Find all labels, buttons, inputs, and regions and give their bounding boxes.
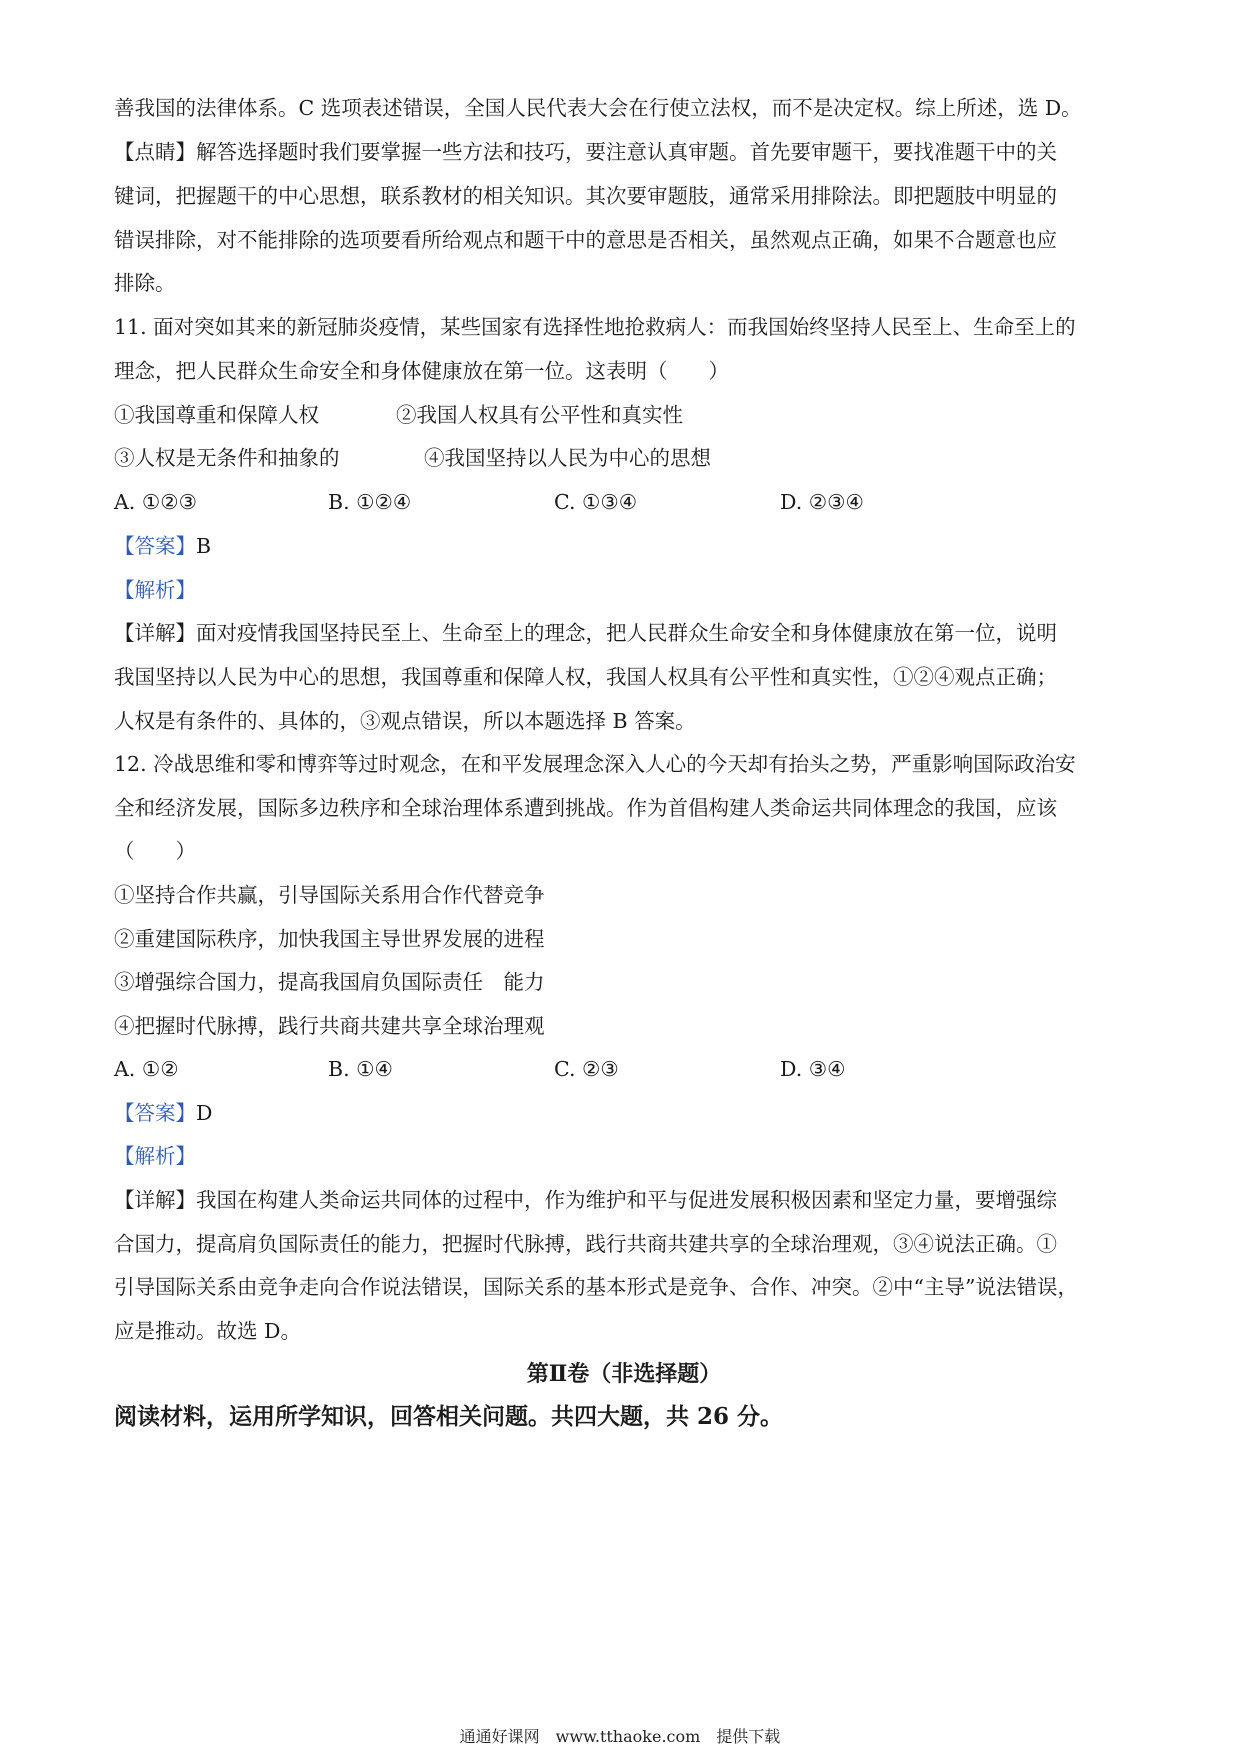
analysis-label: 【解析】	[114, 578, 196, 602]
option-d: D. ②③④	[780, 490, 864, 514]
detail-label: 【详解】	[114, 1188, 196, 1212]
question-stem: 全和经济发展，国际多边秩序和全球治理体系遭到挑战。作为首倡构建人类命运共同体理念的我国，应该	[114, 796, 1057, 820]
statement-3: ③人权是无条件和抽象的	[114, 446, 340, 470]
text-line: 键词，把握题干的中心思想，联系教材的相关知识。其次要审题肢，通常采用排除法。即把题肢中明显的	[114, 184, 1057, 208]
section-title: 第Ⅱ卷（非选择题）	[526, 1361, 722, 1387]
text-line: 我国坚持以人民为中心的思想，我国尊重和保障人权，我国人权具有公平性和真实性，①②④观点正确；	[114, 665, 1057, 689]
text-line: 合国力，提高肩负国际责任的能力，把握时代脉搏，践行共商共建共享的全球治理观，③④说法正确。①	[114, 1232, 1057, 1256]
page-footer: 通通好课网 www.tthaoke.com 提供下载	[459, 1727, 781, 1746]
section-instruction: 阅读材料，运用所学知识，回答相关问题。共四大题，共 26 分。	[114, 1403, 784, 1430]
question-stem: （ ）	[114, 839, 196, 863]
text-line: 引导国际关系由竞争走向合作说法错误，国际关系的基本形式是竞争、合作、冲突。②中“主导”说法错误，	[114, 1275, 1078, 1299]
statement-2: ②重建国际秩序，加快我国主导世界发展的进程	[114, 927, 545, 951]
text-line: 排除。	[114, 271, 176, 295]
statement-2: ②我国人权具有公平性和真实性	[396, 403, 683, 427]
statement-1: ①坚持合作共赢，引导国际关系用合作代替竞争	[114, 883, 545, 907]
tip-label: 【点睛】	[114, 140, 196, 164]
option-b: B. ①④	[328, 1057, 393, 1081]
answer-label: 【答案】	[114, 1101, 196, 1125]
answer-line	[114, 1098, 212, 1128]
text-line: 人权是有条件的、具体的，③观点错误，所以本题选择 B 答案。	[114, 709, 696, 733]
question-stem: 11. 面对突如其来的新冠肺炎疫情，某些国家有选择性地抢救病人：而我国始终坚持人民至上、生命至上的	[114, 315, 1076, 339]
detail-label: 【详解】	[114, 621, 196, 645]
analysis-label: 【解析】	[114, 1144, 196, 1168]
statement-4: ④我国坚持以人民为中心的思想	[424, 446, 711, 470]
option-c: C. ①③④	[554, 490, 638, 514]
text-line: 错误排除，对不能排除的选项要看所给观点和题干中的意思是否相关，虽然观点正确，如果不合题意也应	[114, 228, 1057, 252]
question-stem: 12. 冷战思维和零和博弈等过时观念，在和平发展理念深入人心的今天却有抬头之势，严重影响国际政治安	[114, 752, 1076, 776]
option-b: B. ①②④	[328, 490, 412, 514]
answer-value: D	[196, 1101, 213, 1125]
answer-label: 【答案】	[114, 534, 196, 558]
question-stem: 理念，把人民群众生命安全和身体健康放在第一位。这表明（ ）	[114, 359, 729, 383]
statement-4: ④把握时代脉搏，践行共商共建共享全球治理观	[114, 1014, 545, 1038]
text-line: 善我国的法律体系。C 选项表述错误，全国人民代表大会在行使立法权，而不是决定权。综上所述，选 D。	[114, 96, 1082, 120]
tip-line: 【点睛】解答选择题时我们要掌握一些方法和技巧，要注意认真审题。首先要审题干，要找准题干中的关	[114, 140, 1057, 164]
statement-3: ③增强综合国力，提高我国肩负国际责任 能力	[114, 970, 545, 994]
statement-1: ①我国尊重和保障人权	[114, 403, 319, 427]
option-a: A. ①②③	[114, 490, 197, 514]
detail-line: 【详解】面对疫情我国坚持民至上、生命至上的理念，把人民群众生命安全和身体健康放在第一位，说明	[114, 621, 1057, 645]
option-a: A. ①②	[114, 1057, 179, 1081]
detail-line: 【详解】我国在构建人类命运共同体的过程中，作为维护和平与促进发展积极因素和坚定力量，要增强综	[114, 1188, 1057, 1212]
text-line: 应是推动。故选 D。	[114, 1319, 301, 1343]
answer-line	[114, 531, 211, 561]
option-d: D. ③④	[780, 1057, 846, 1081]
option-c: C. ②③	[554, 1057, 619, 1081]
answer-value: B	[196, 534, 212, 558]
